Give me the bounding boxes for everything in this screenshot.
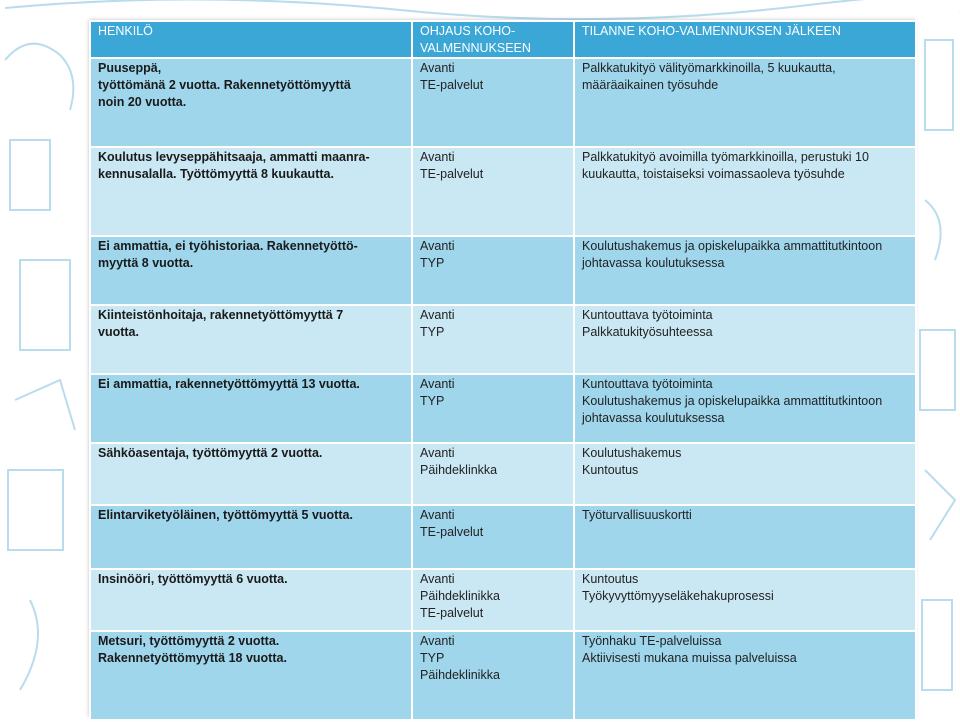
- header-person: HENKILÖ: [90, 21, 412, 58]
- cell-ohjaus: [412, 58, 574, 147]
- cell-ohjaus: [412, 505, 574, 569]
- person-line: Kiinteistönhoitaja, rakennetyöttömyyttä 7: [98, 308, 344, 322]
- table-row: [90, 505, 916, 569]
- person-line: vuotta.: [98, 325, 139, 339]
- tilanne-line: kuukautta, toistaiseksi voimassaoleva työsuhde: [582, 167, 845, 181]
- table-body: [90, 58, 916, 720]
- cell-ohjaus: [412, 305, 574, 374]
- cell-ohjaus: [412, 443, 574, 505]
- cell-ohjaus: [412, 236, 574, 305]
- tilanne-line: Koulutushakemus ja opiskelupaikka ammattitutkintoon: [582, 394, 883, 408]
- ohjaus-line: Päihdeklinikka: [420, 589, 500, 603]
- person-line: Rakennetyöttömyyttä 18 vuotta.: [98, 651, 287, 665]
- table-row: [90, 147, 916, 236]
- koho-results-table: [89, 20, 917, 721]
- cell-tilanne: [574, 374, 916, 443]
- tilanne-line: Kuntouttava työtoiminta: [582, 377, 713, 391]
- cell-person: [90, 305, 412, 374]
- person-line: työttömänä 2 vuotta. Rakennetyöttömyyttä: [98, 78, 351, 92]
- cell-person: [90, 505, 412, 569]
- cell-person: [90, 569, 412, 631]
- tilanne-line: Kuntoutus: [582, 572, 639, 586]
- person-line: noin 20 vuotta.: [98, 95, 187, 109]
- cell-tilanne: [574, 58, 916, 147]
- cell-person: [90, 443, 412, 505]
- cell-tilanne: [574, 443, 916, 505]
- tilanne-line: Työkyvyttömyyseläkehakuprosessi: [582, 589, 774, 603]
- table-row: [90, 443, 916, 505]
- ohjaus-line: TYP: [420, 651, 445, 665]
- table-row: [90, 631, 916, 720]
- ohjaus-line: Päihdeklinikka: [420, 668, 500, 682]
- ohjaus-line: Avanti: [420, 239, 455, 253]
- cell-ohjaus: [412, 569, 574, 631]
- person-line: kennusalalla. Työttömyyttä 8 kuukautta.: [98, 167, 334, 181]
- cell-tilanne: [574, 631, 916, 720]
- cell-tilanne: [574, 305, 916, 374]
- table-row: [90, 569, 916, 631]
- person-line: Ei ammattia, rakennetyöttömyyttä 13 vuotta.: [98, 377, 360, 391]
- ohjaus-line: TE-palvelut: [420, 606, 484, 620]
- tilanne-line: Aktiivisesti mukana muissa palveluissa: [582, 651, 797, 665]
- ohjaus-line: Avanti: [420, 308, 455, 322]
- cell-person: [90, 374, 412, 443]
- tilanne-line: Palkkatukityö välityömarkkinoilla, 5 kuukautta,: [582, 61, 836, 75]
- ohjaus-line: Avanti: [420, 150, 455, 164]
- ohjaus-line: TE-palvelut: [420, 167, 484, 181]
- ohjaus-line: Avanti: [420, 61, 455, 75]
- ohjaus-line: TE-palvelut: [420, 525, 484, 539]
- cell-person: [90, 236, 412, 305]
- person-line: Ei ammattia, ei työhistoriaa. Rakennetyöttö-: [98, 239, 358, 253]
- header-tilanne: TILANNE KOHO-VALMENNUKSEN JÄLKEEN: [574, 21, 916, 58]
- tilanne-line: Kuntoutus: [582, 463, 639, 477]
- person-line: Sähköasentaja, työttömyyttä 2 vuotta.: [98, 446, 323, 460]
- cell-person: [90, 631, 412, 720]
- tilanne-line: Kuntouttava työtoiminta: [582, 308, 713, 322]
- tilanne-line: määräaikainen työsuhde: [582, 78, 719, 92]
- ohjaus-line: TYP: [420, 394, 445, 408]
- tilanne-line: johtavassa koulutuksessa: [582, 256, 725, 270]
- ohjaus-line: Avanti: [420, 377, 455, 391]
- cell-tilanne: [574, 569, 916, 631]
- table-row: [90, 236, 916, 305]
- table-row: [90, 305, 916, 374]
- cell-tilanne: [574, 147, 916, 236]
- table-row: [90, 58, 916, 147]
- ohjaus-line: Avanti: [420, 508, 455, 522]
- ohjaus-line: Avanti: [420, 634, 455, 648]
- cell-ohjaus: [412, 374, 574, 443]
- ohjaus-line: TYP: [420, 256, 445, 270]
- ohjaus-line: Avanti: [420, 572, 455, 586]
- person-line: Metsuri, työttömyyttä 2 vuotta.: [98, 634, 280, 648]
- header-ohjaus: OHJAUS KOHO-VALMENNUKSEEN: [412, 21, 574, 58]
- tilanne-line: Työturvallisuuskortti: [582, 508, 692, 522]
- cell-ohjaus: [412, 147, 574, 236]
- tilanne-line: Palkkatukityö avoimilla työmarkkinoilla, perustuki 10: [582, 150, 869, 164]
- tilanne-line: Koulutushakemus ja opiskelupaikka ammattitutkintoon: [582, 239, 883, 253]
- person-line: Insinööri, työttömyyttä 6 vuotta.: [98, 572, 288, 586]
- koho-table-container: [89, 20, 915, 717]
- cell-tilanne: [574, 505, 916, 569]
- tilanne-line: Koulutushakemus: [582, 446, 682, 460]
- tilanne-line: johtavassa koulutuksessa: [582, 411, 725, 425]
- person-line: Koulutus levyseppähitsaaja, ammatti maanra-: [98, 150, 370, 164]
- cell-ohjaus: [412, 631, 574, 720]
- ohjaus-line: Päihdeklinkka: [420, 463, 498, 477]
- cell-person: [90, 58, 412, 147]
- ohjaus-line: Avanti: [420, 446, 455, 460]
- cell-person: [90, 147, 412, 236]
- ohjaus-line: TE-palvelut: [420, 78, 484, 92]
- table-row: [90, 374, 916, 443]
- cell-tilanne: [574, 236, 916, 305]
- person-line: myyttä 8 vuotta.: [98, 256, 194, 270]
- tilanne-line: Työnhaku TE-palveluissa: [582, 634, 722, 648]
- person-line: Puuseppä,: [98, 61, 162, 75]
- ohjaus-line: TYP: [420, 325, 445, 339]
- person-line: Elintarviketyöläinen, työttömyyttä 5 vuotta.: [98, 508, 353, 522]
- tilanne-line: Palkkatukityösuhteessa: [582, 325, 713, 339]
